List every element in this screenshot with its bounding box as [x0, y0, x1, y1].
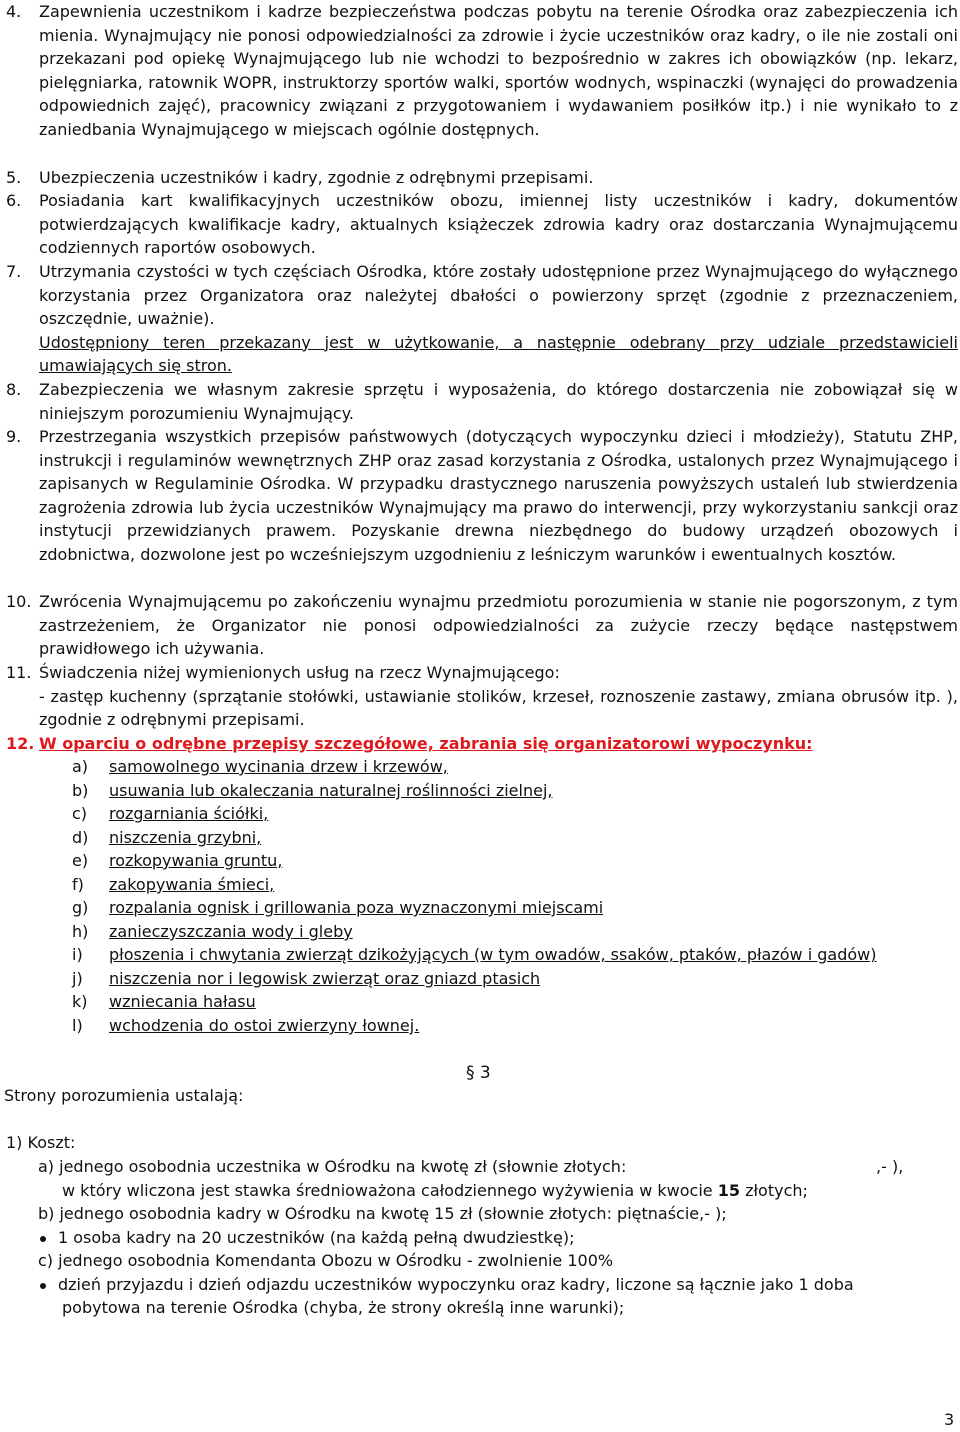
prohibition-text: zakopywania śmieci, [109, 875, 275, 894]
cost-note-text: w który wliczona jest stawka średnioważona całodziennego wyżywienia w kwocie [62, 1181, 718, 1200]
prohibition-item [72, 802, 952, 826]
prohibition-text: wzniecania hałasu [109, 992, 256, 1011]
clause-text: Posiadania kart kwalifikacyjnych uczestników obozu, imiennej listy uczestników i kadry, dokumentów potwierdzających kwalifikacje kadry, aktualnych książeczek zdrowia kadry oraz dostarczania Wynajmującemu codziennych raportów osobowych. [39, 191, 958, 257]
prohibition-item [72, 826, 952, 850]
clause-text: W oparciu o odrębne przepisy szczegółowe, zabrania się organizatorowi wypoczynku: [39, 734, 813, 753]
clause-text: Zabezpieczenia we własnym zakresie sprzętu i wyposażenia, do którego dostarczenia nie zobowiązał się w niniejszym porozumieniu Wynajmujący. [39, 380, 958, 423]
clause-7 [6, 260, 958, 378]
prohibition-item [72, 920, 952, 944]
costs-heading: 1) Koszt: [6, 1133, 76, 1152]
clause-10 [6, 590, 958, 661]
prohibition-letter: c) [72, 804, 88, 823]
clause-text: Świadczenia niżej wymienionych usług na rzecz Wynajmującego: [39, 663, 560, 682]
prohibition-letter: b) [72, 781, 89, 800]
prohibition-text: wchodzenia do ostoi zwierzyny łownej. [109, 1016, 420, 1035]
prohibition-letter: e) [72, 851, 89, 870]
clause-9 [6, 425, 958, 566]
prohibition-text: niszczenia grzybni, [109, 828, 262, 847]
prohibition-letter: l) [72, 1016, 83, 1035]
prohibition-item [72, 943, 952, 967]
clause-6 [6, 189, 958, 260]
prohibition-item [72, 779, 952, 803]
clause-8 [6, 378, 958, 425]
clause-number: 10. [6, 592, 32, 611]
clause-number: 9. [6, 427, 22, 446]
prohibition-item [72, 1014, 952, 1038]
prohibition-item [72, 990, 952, 1014]
bullet-text: dzień przyjazdu i dzień odjazdu uczestników wypoczynku oraz kadry, liczone są łącznie jako 1 doba [58, 1275, 854, 1294]
clause-text: Ubezpieczenia uczestników i kadry, zgodnie z odrębnymi przepisami. [39, 168, 594, 187]
prohibition-text: niszczenia nor i legowisk zwierząt oraz gniazd ptasich [109, 969, 541, 988]
prohibition-letter: i) [72, 945, 83, 964]
prohibition-letter: k) [72, 992, 88, 1011]
prohibition-text: rozgarniania ściółki, [109, 804, 269, 823]
clause-5 [6, 166, 958, 190]
clause-number: 11. [6, 663, 32, 682]
page-number: 3 [944, 1410, 955, 1429]
prohibition-letter: j) [72, 969, 83, 988]
section-marker: § 3 [466, 1063, 491, 1083]
clause-11 [6, 661, 958, 732]
cost-line-c: c) jednego osobodnia Komendanta Obozu w Ośrodku - zwolnienie 100% [38, 1251, 614, 1270]
prohibition-item [72, 967, 952, 991]
cost-bullet-arrival [40, 1273, 854, 1297]
cost-bullet-arrival-cont: pobytowa na terenie Ośrodka (chyba, że strony określą inne warunki); [62, 1298, 625, 1317]
clause-note: - zastęp kuchenny (sprzątanie stołówki, ustawianie stolików, krzeseł, roznoszenie zastawy, zmiana obrusów itp. ), zgodnie z odrębnymi przepisami. [39, 686, 958, 729]
prohibition-letter: g) [72, 898, 89, 917]
prohibition-letter: f) [72, 875, 84, 894]
meal-amount: 15 [717, 1181, 740, 1200]
bullet-text: 1 osoba kadry na 20 uczestników (na każdą pełną dwudziestkę); [58, 1228, 575, 1247]
prohibition-text: płoszenia i chwytania zwierząt dzikożyjących (w tym owadów, ssaków, ptaków, płazów i gadów) [109, 945, 877, 964]
prohibition-letter: h) [72, 922, 89, 941]
clause-number: 5. [6, 168, 22, 187]
prohibition-text: zanieczyszczania wody i gleby [109, 922, 353, 941]
clause-text: Zapewnienia uczestnikom i kadrze bezpieczeństwa podczas pobytu na terenie Ośrodka oraz zabezpieczenia ich mienia. Wynajmujący nie ponosi odpowiedzialności za zdrowie i życie uczestników oraz kadry, o ile nie zostali oni przekazani pod opiekę Wynajmującego lub nie wchodzi to bezpośrednio w zakres ich obowiązków (np. lekarz, pielęgniarka, ratownik WOPR, instruktorzy sportów walki, sportów wodnych, wspinaczki (wynajęci do prowadzenia odpowiednich zajęć), pracownicy związani z przygotowaniem i wydawaniem posiłków itp.) i nie wynikało to z zaniedbania Wynajmującego w miejscach ogólnie dostępnych. [39, 2, 958, 139]
cost-line-a-note [62, 1179, 808, 1203]
prohibition-letter: d) [72, 828, 89, 847]
prohibition-item [72, 896, 952, 920]
parties-intro: Strony porozumienia ustalają: [4, 1086, 244, 1105]
prohibition-text: samowolnego wycinania drzew i krzewów, [109, 757, 448, 776]
prohibition-text: rozpalania ognisk i grillowania poza wyznaczonymi miejscami [109, 898, 604, 917]
clause-number: 8. [6, 380, 22, 399]
cost-line-a-end: ,- ), [876, 1157, 904, 1176]
cost-line-b: b) jednego osobodnia kadry w Ośrodku na kwotę 15 zł (słownie złotych: piętnaście,- ); [38, 1204, 727, 1223]
prohibition-item [72, 873, 952, 897]
clause-number: 6. [6, 191, 22, 210]
cost-line-a: a) jednego osobodnia uczestnika w Ośrodku na kwotę zł (słownie złotych: [38, 1157, 627, 1176]
clause-number: 7. [6, 262, 22, 281]
prohibition-letter: a) [72, 757, 89, 776]
prohibition-item [72, 755, 952, 779]
clause-text: Przestrzegania wszystkich przepisów państwowych (dotyczących wypoczynku dzieci i młodzieży), Statutu ZHP, instrukcji i regulaminów wewnętrznych ZHP oraz zasad korzystania z Ośrodka, ustalonych przez Wynajmującego i zapisanych w Regulaminie Ośrodka. W przypadku drastycznego naruszenia powyższych ustaleń lub stwierdzenia zagrożenia zdrowia lub życia uczestników Wynajmujący ma prawo do interwencji, przy wykorzystaniu sankcji oraz instytucji przewidzianych prawem. Pozyskanie drewna niezbędnego do budowy urządzeń obozowych i zdobnictwa, dozwolone jest po wcześniejszym uzgodnieniu z leśniczym warunków i ewentualnych kosztów. [39, 427, 958, 564]
clause-text: Utrzymania czystości w tych częściach Ośrodka, które zostały udostępnione przez Wynajmującego do wyłącznego korzystania przez Organizatora oraz należytej dbałości o powierzony sprzęt (zgodnie z przeznaczeniem, oszczędnie, uważnie). [39, 262, 958, 328]
prohibition-text: rozkopywania gruntu, [109, 851, 283, 870]
cost-bullet-staff-ratio [40, 1226, 574, 1250]
clause-number: 12. [6, 734, 35, 753]
prohibition-text: usuwania lub okaleczania naturalnej roślinności zielnej, [109, 781, 553, 800]
clause-number: 4. [6, 2, 22, 21]
prohibition-item [72, 849, 952, 873]
clause-4 [6, 0, 958, 141]
cost-note-suffix: złotych; [740, 1181, 808, 1200]
clause-note: Udostępniony teren przekazany jest w użytkowanie, a następnie odebrany przy udziale przedstawicieli umawiających się stron. [39, 332, 958, 375]
clause-text: Zwrócenia Wynajmującemu po zakończeniu wynajmu przedmiotu porozumienia w stanie nie pogorszonym, z tym zastrzeżeniem, że Organizator nie ponosi odpowiedzialności za zużycie rzeczy będące następstwem prawidłowego ich używania. [39, 592, 958, 658]
clause-12 [6, 732, 958, 756]
